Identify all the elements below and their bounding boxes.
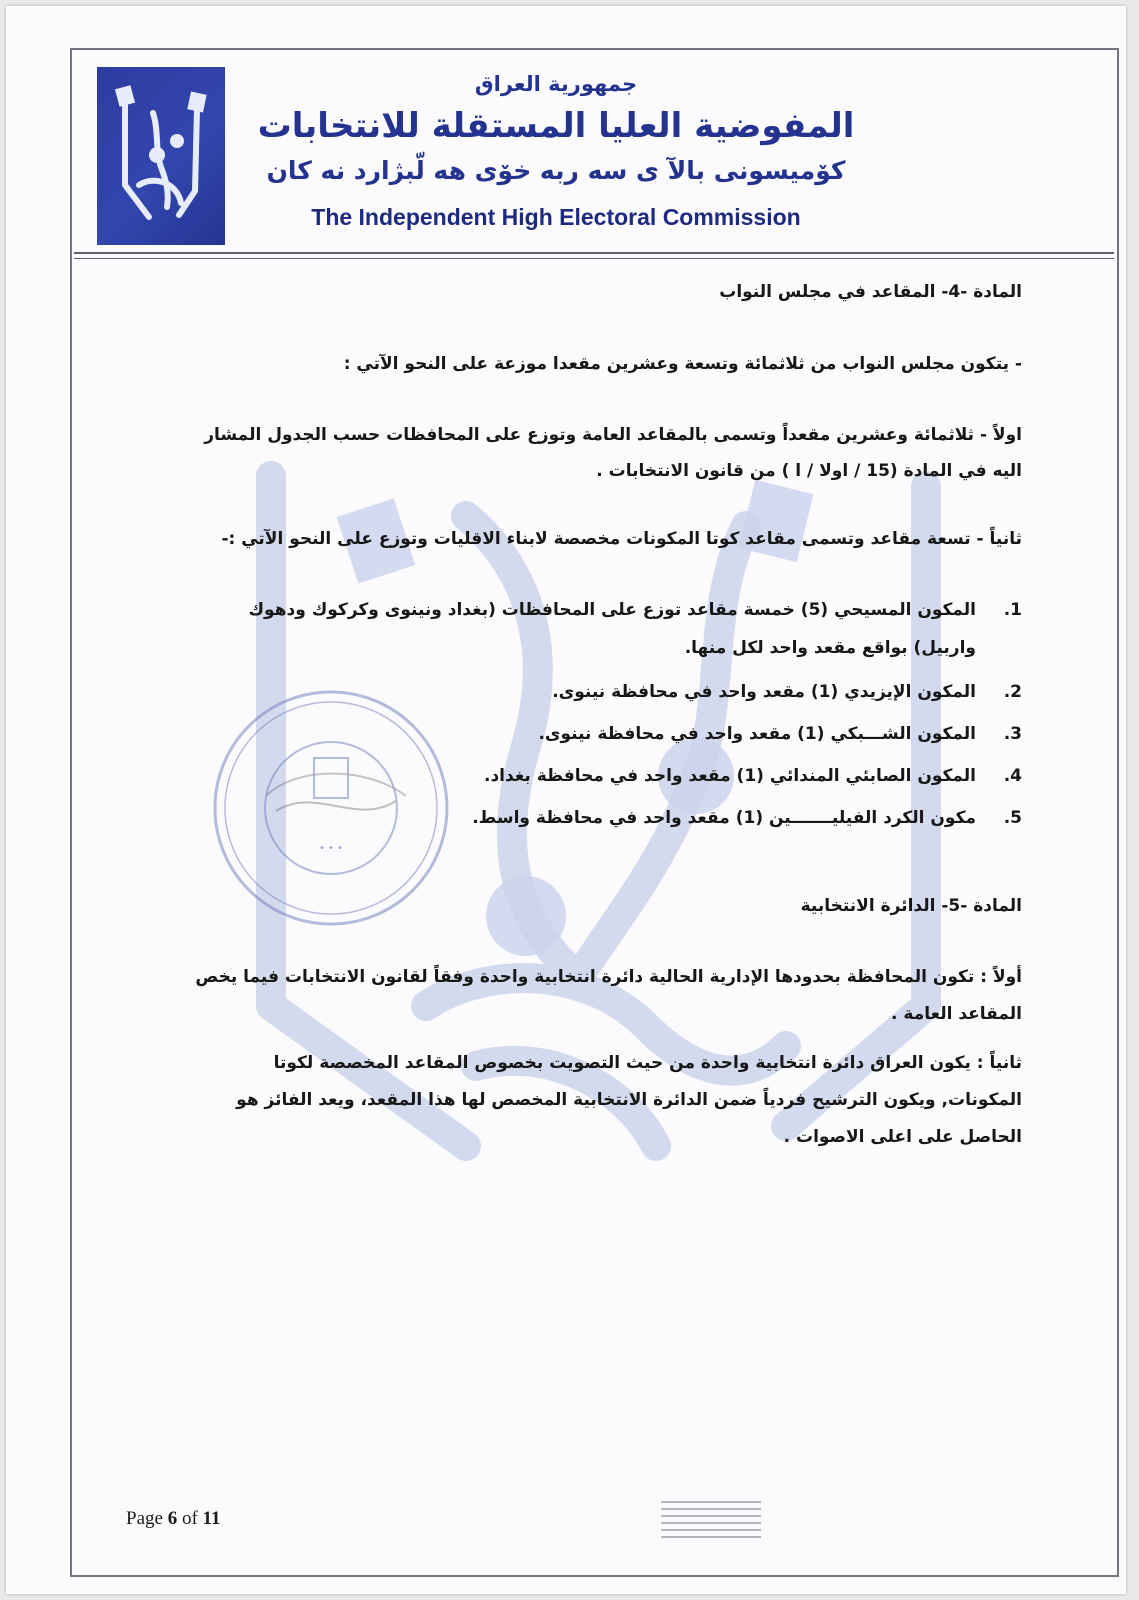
document-page <box>6 6 1126 1594</box>
header-country: جمهورية العراق <box>474 72 638 96</box>
list-item <box>538 716 1022 752</box>
of-word: of <box>181 1508 198 1529</box>
article-5-heading: المادة -5- الدائرة الانتخابية <box>800 896 1022 916</box>
list-item-number: 3. <box>1003 724 1022 744</box>
list-item-number: 2. <box>1003 682 1022 702</box>
header-rule <box>74 252 1114 254</box>
article-5-second-line-2: المكونات, ويكون الترشيح فردياً ضمن الدائرة الانتخابية المخصص لها هذا المقعد، ويعد الفائز هو <box>236 1090 1022 1110</box>
list-item-number: 5. <box>1003 808 1022 828</box>
header-commission-kurdish: كۆميسونى بالآ ى سه ربه خۆى هه لّبژارد نه كان <box>266 156 846 185</box>
article-4-second: ثانياً - تسعة مقاعد وتسمى مقاعد كوتا المكونات مخصصة لابناء الاقليات وتوزع على النحو الآتي :- <box>221 529 1022 549</box>
article-5-first-line-1: أولاً : تكون المحافظة بحدودها الإدارية الحالية دائرة انتخابية واحدة وفقاً لقانون الانتخابات فيما يخص <box>195 967 1022 987</box>
article-4-first-line-1: اولاً - ثلاثمائة وعشرين مقعداً وتسمى بالمقاعد العامة وتوزع على المحافظات حسب الجدول المشار <box>204 425 1022 445</box>
article-5-second-line-3: الحاصل على اعلى الاصوات . <box>783 1127 1022 1147</box>
list-item-text: المكون المسيحي (5) خمسة مقاعد توزع على المحافظات (بغداد ونينوى وكركوك ودهوك <box>248 600 976 620</box>
total-pages: 11 <box>202 1508 221 1529</box>
list-item <box>472 800 1022 836</box>
header-rule-thin <box>74 258 1114 259</box>
list-item-text: المكون الشـــبكي (1) مقعد واحد في محافظة نينوى. <box>538 724 976 744</box>
header-commission-english: The Independent High Electoral Commission <box>311 204 801 230</box>
article-5-second-line-1: ثانياً : يكون العراق دائرة انتخابية واحدة من حيث التصويت بخصوص المقاعد المخصصة لكوتا <box>273 1053 1022 1073</box>
page-number <box>126 1508 220 1530</box>
page-word: Page <box>126 1508 163 1529</box>
list-item-number: 1. <box>1003 600 1022 620</box>
commission-logo <box>97 67 225 245</box>
svg-text:• • •: • • • <box>318 843 344 854</box>
header-commission-arabic: المفوضية العليا المستقلة للانتخابات <box>257 106 855 146</box>
list-item <box>484 758 1022 794</box>
article-4-intro: - يتكون مجلس النواب من ثلاثمائة وتسعة وعشرين مقعدا موزعة على النحو الآتي : <box>343 354 1022 374</box>
article-4-first-line-2: اليه في المادة (15 / اولا / ا ) من قانون الانتخابات . <box>596 461 1022 481</box>
footer-decoration <box>661 1496 761 1541</box>
list-item <box>552 674 1022 710</box>
commission-stamp <box>206 686 456 931</box>
list-item <box>248 592 1022 628</box>
list-item-continuation: واربيل) بواقع مقعد واحد لكل منها. <box>684 638 976 658</box>
current-page: 6 <box>167 1508 178 1529</box>
article-4-heading: المادة -4- المقاعد في مجلس النواب <box>719 282 1022 302</box>
list-item-text: مكون الكرد الفيليـــــــين (1) مقعد واحد في محافظة واسط. <box>472 808 976 828</box>
list-item-text: المكون الإيزيدي (1) مقعد واحد في محافظة نينوى. <box>552 682 976 702</box>
list-item-text: المكون الصابئي المندائي (1) مقعد واحد في محافظة بغداد. <box>484 766 976 786</box>
article-5-first-line-2: المقاعد العامة . <box>891 1004 1022 1024</box>
list-item-number: 4. <box>1003 766 1022 786</box>
